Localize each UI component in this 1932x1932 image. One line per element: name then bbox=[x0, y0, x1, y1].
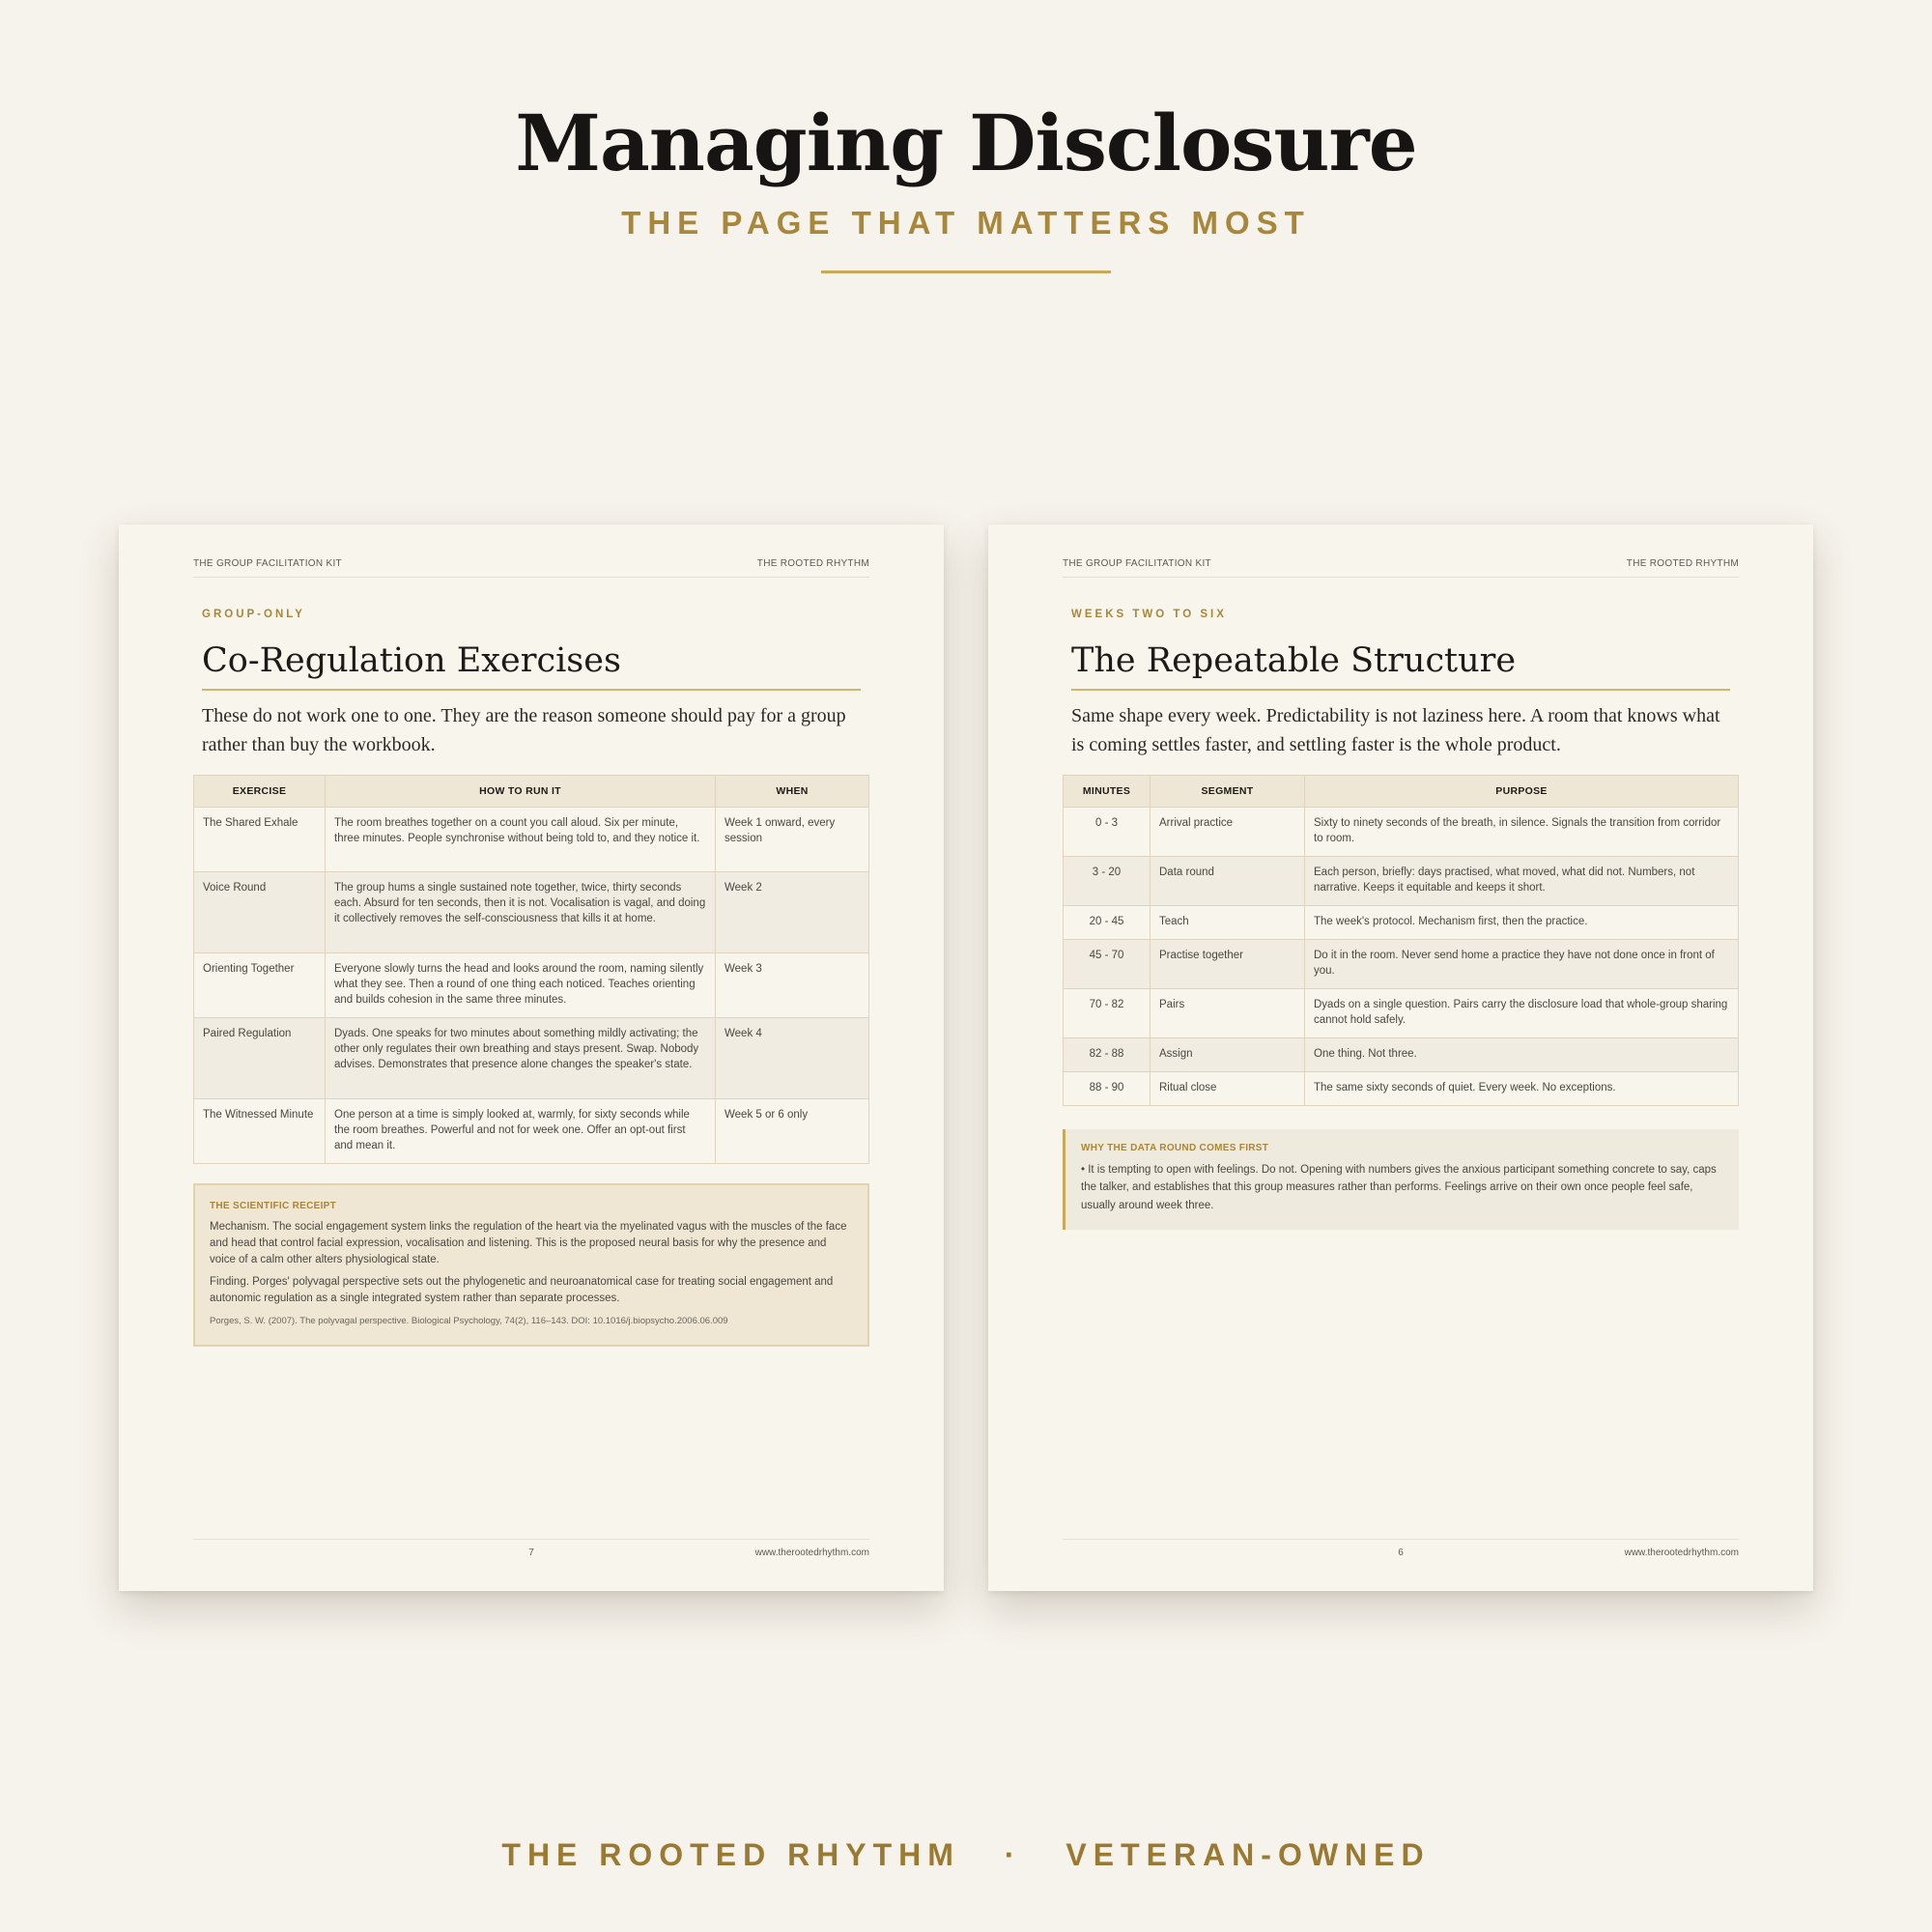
table-row bbox=[194, 872, 869, 953]
minutes-cell: 20 - 45 bbox=[1064, 906, 1151, 940]
segment-cell: Practise together bbox=[1151, 940, 1305, 989]
exercise-cell: The Shared Exhale bbox=[194, 808, 326, 872]
hero-title: Managing Disclosure bbox=[515, 98, 1417, 188]
page-number: 6 bbox=[1398, 1548, 1404, 1558]
lead-paragraph: These do not work one to one. They are the reason someone should pay for a group rather than buy the workbook. bbox=[202, 705, 846, 755]
column-header-minutes: MINUTES bbox=[1064, 776, 1151, 808]
scientific-receipt-box bbox=[193, 1183, 869, 1347]
segment-cell: Ritual close bbox=[1151, 1072, 1305, 1106]
purpose-cell: The same sixty seconds of quiet. Every week. No exceptions. bbox=[1305, 1072, 1739, 1106]
how-cell: Dyads. One speaks for two minutes about something mildly activating; the other only regulates their own breathing and stays present. Swap. Nobody advises. Demonstrates that presence alone changes the speaker's state. bbox=[326, 1018, 716, 1099]
running-head-right: THE ROOTED RHYTHM bbox=[756, 558, 869, 569]
minutes-cell: 82 - 88 bbox=[1064, 1038, 1151, 1072]
table-row bbox=[1064, 989, 1739, 1038]
running-head bbox=[193, 558, 869, 578]
table-row bbox=[194, 953, 869, 1018]
table-header-row bbox=[194, 776, 869, 808]
running-foot bbox=[1063, 1539, 1739, 1558]
section-title: The Repeatable Structure bbox=[1071, 639, 1730, 691]
purpose-cell: Each person, briefly: days practised, what moved, what did not. Numbers, not narrative. Keeps it equitable and keeps it short. bbox=[1305, 857, 1739, 906]
table-row bbox=[194, 1099, 869, 1164]
purpose-cell: The week's protocol. Mechanism first, then the practice. bbox=[1305, 906, 1739, 940]
how-cell: Everyone slowly turns the head and looks around the room, naming silently what they see. Then a round of one thing each noticed. Teaches orienting and builds cohesion in the same three minutes. bbox=[326, 953, 716, 1018]
receipt-label: THE SCIENTIFIC RECEIPT bbox=[210, 1201, 337, 1211]
exercise-cell: Orienting Together bbox=[194, 953, 326, 1018]
minutes-cell: 45 - 70 bbox=[1064, 940, 1151, 989]
right-page bbox=[988, 525, 1813, 1591]
segment-cell: Teach bbox=[1151, 906, 1305, 940]
when-cell: Week 4 bbox=[716, 1018, 869, 1099]
receipt-citation: Porges, S. W. (2007). The polyvagal perspective. Biological Psychology, 74(2), 116–143. DOI: 10.1016/j.biopsycho.2006.06.009 bbox=[210, 1316, 728, 1326]
website-link[interactable]: www.therootedrhythm.com bbox=[754, 1548, 869, 1558]
exercises-table bbox=[193, 775, 869, 1164]
hero-divider bbox=[821, 270, 1111, 273]
purpose-cell: Dyads on a single question. Pairs carry the disclosure load that whole-group sharing cannot hold safely. bbox=[1305, 989, 1739, 1038]
table-row bbox=[1064, 940, 1739, 989]
footer-brand: THE ROOTED RHYTHM bbox=[501, 1837, 960, 1872]
when-cell: Week 3 bbox=[716, 953, 869, 1018]
table-row bbox=[1064, 1072, 1739, 1106]
table-row bbox=[1064, 808, 1739, 857]
footer-separator: · bbox=[1004, 1837, 1022, 1872]
data-round-callout bbox=[1063, 1129, 1739, 1230]
exercise-cell: Paired Regulation bbox=[194, 1018, 326, 1099]
lead-paragraph: Same shape every week. Predictability is not laziness here. A room that knows what is coming settles faster, and settling faster is the whole product. bbox=[1071, 705, 1720, 755]
segment-cell: Arrival practice bbox=[1151, 808, 1305, 857]
minutes-cell: 3 - 20 bbox=[1064, 857, 1151, 906]
section-eyebrow: WEEKS TWO TO SIX bbox=[1071, 609, 1227, 620]
table-row bbox=[1064, 857, 1739, 906]
segment-cell: Data round bbox=[1151, 857, 1305, 906]
left-page bbox=[119, 525, 944, 1591]
page-number: 7 bbox=[528, 1548, 534, 1558]
minutes-cell: 70 - 82 bbox=[1064, 989, 1151, 1038]
footer-tagline: VETERAN-OWNED bbox=[1065, 1837, 1431, 1872]
website-link[interactable]: www.therootedrhythm.com bbox=[1624, 1548, 1739, 1558]
running-head-right: THE ROOTED RHYTHM bbox=[1626, 558, 1739, 569]
purpose-cell: One thing. Not three. bbox=[1305, 1038, 1739, 1072]
table-row bbox=[1064, 906, 1739, 940]
callout-label: WHY THE DATA ROUND COMES FIRST bbox=[1081, 1143, 1269, 1153]
exercise-cell: Voice Round bbox=[194, 872, 326, 953]
minutes-cell: 88 - 90 bbox=[1064, 1072, 1151, 1106]
hero-header bbox=[0, 95, 1932, 273]
column-header-segment: SEGMENT bbox=[1151, 776, 1305, 808]
running-head bbox=[1063, 558, 1739, 578]
running-head-left: THE GROUP FACILITATION KIT bbox=[193, 558, 342, 569]
how-cell: The group hums a single sustained note together, twice, thirty seconds each. Absurd for ten seconds, then it is not. Vocalisation is vagal, and doing it collectively removes the self-consciousness that kills it at home. bbox=[326, 872, 716, 953]
brand-footer bbox=[0, 1837, 1932, 1873]
table-header-row bbox=[1064, 776, 1739, 808]
table-row bbox=[194, 808, 869, 872]
when-cell: Week 2 bbox=[716, 872, 869, 953]
table-row bbox=[1064, 1038, 1739, 1072]
section-eyebrow: GROUP-ONLY bbox=[202, 609, 305, 620]
running-foot bbox=[193, 1539, 869, 1558]
purpose-cell: Do it in the room. Never send home a practice they have not done once in front of you. bbox=[1305, 940, 1739, 989]
running-head-left: THE GROUP FACILITATION KIT bbox=[1063, 558, 1211, 569]
column-header-exercise: EXERCISE bbox=[194, 776, 326, 808]
when-cell: Week 5 or 6 only bbox=[716, 1099, 869, 1164]
segment-cell: Assign bbox=[1151, 1038, 1305, 1072]
callout-text: • It is tempting to open with feelings. Do not. Opening with numbers gives the anxious participant something concrete to say, caps the talker, and establishes that this group measures rather than performs. Feelings arrive on their own once people feel safe, usually around week three. bbox=[1081, 1163, 1717, 1211]
column-header-how: HOW TO RUN IT bbox=[326, 776, 716, 808]
when-cell: Week 1 onward, every session bbox=[716, 808, 869, 872]
table-row bbox=[194, 1018, 869, 1099]
segment-cell: Pairs bbox=[1151, 989, 1305, 1038]
purpose-cell: Sixty to ninety seconds of the breath, in silence. Signals the transition from corridor to room. bbox=[1305, 808, 1739, 857]
column-header-when: WHEN bbox=[716, 776, 869, 808]
minutes-cell: 0 - 3 bbox=[1064, 808, 1151, 857]
receipt-finding: Finding. Porges' polyvagal perspective sets out the phylogenetic and neuroanatomical case for treating social engagement and autonomic regulation as a single integrated system rather than separate processes. bbox=[210, 1276, 834, 1304]
how-cell: One person at a time is simply looked at, warmly, for sixty seconds while the room breathes. Powerful and not for week one. Offer an opt-out first and mean it. bbox=[326, 1099, 716, 1164]
how-cell: The room breathes together on a count you call aloud. Six per minute, three minutes. People synchronise without being told to, and they notice it. bbox=[326, 808, 716, 872]
column-header-purpose: PURPOSE bbox=[1305, 776, 1739, 808]
exercise-cell: The Witnessed Minute bbox=[194, 1099, 326, 1164]
hero-subtitle: THE PAGE THAT MATTERS MOST bbox=[621, 205, 1311, 241]
section-title: Co-Regulation Exercises bbox=[202, 639, 861, 691]
receipt-mechanism: Mechanism. The social engagement system links the regulation of the heart via the myelinated vagus with the muscles of the face and head that control facial expression, vocalisation and listening. This is the proposed neural basis for why the presence and voice of a calm other alters physiological state. bbox=[210, 1221, 847, 1265]
structure-table bbox=[1063, 775, 1739, 1106]
